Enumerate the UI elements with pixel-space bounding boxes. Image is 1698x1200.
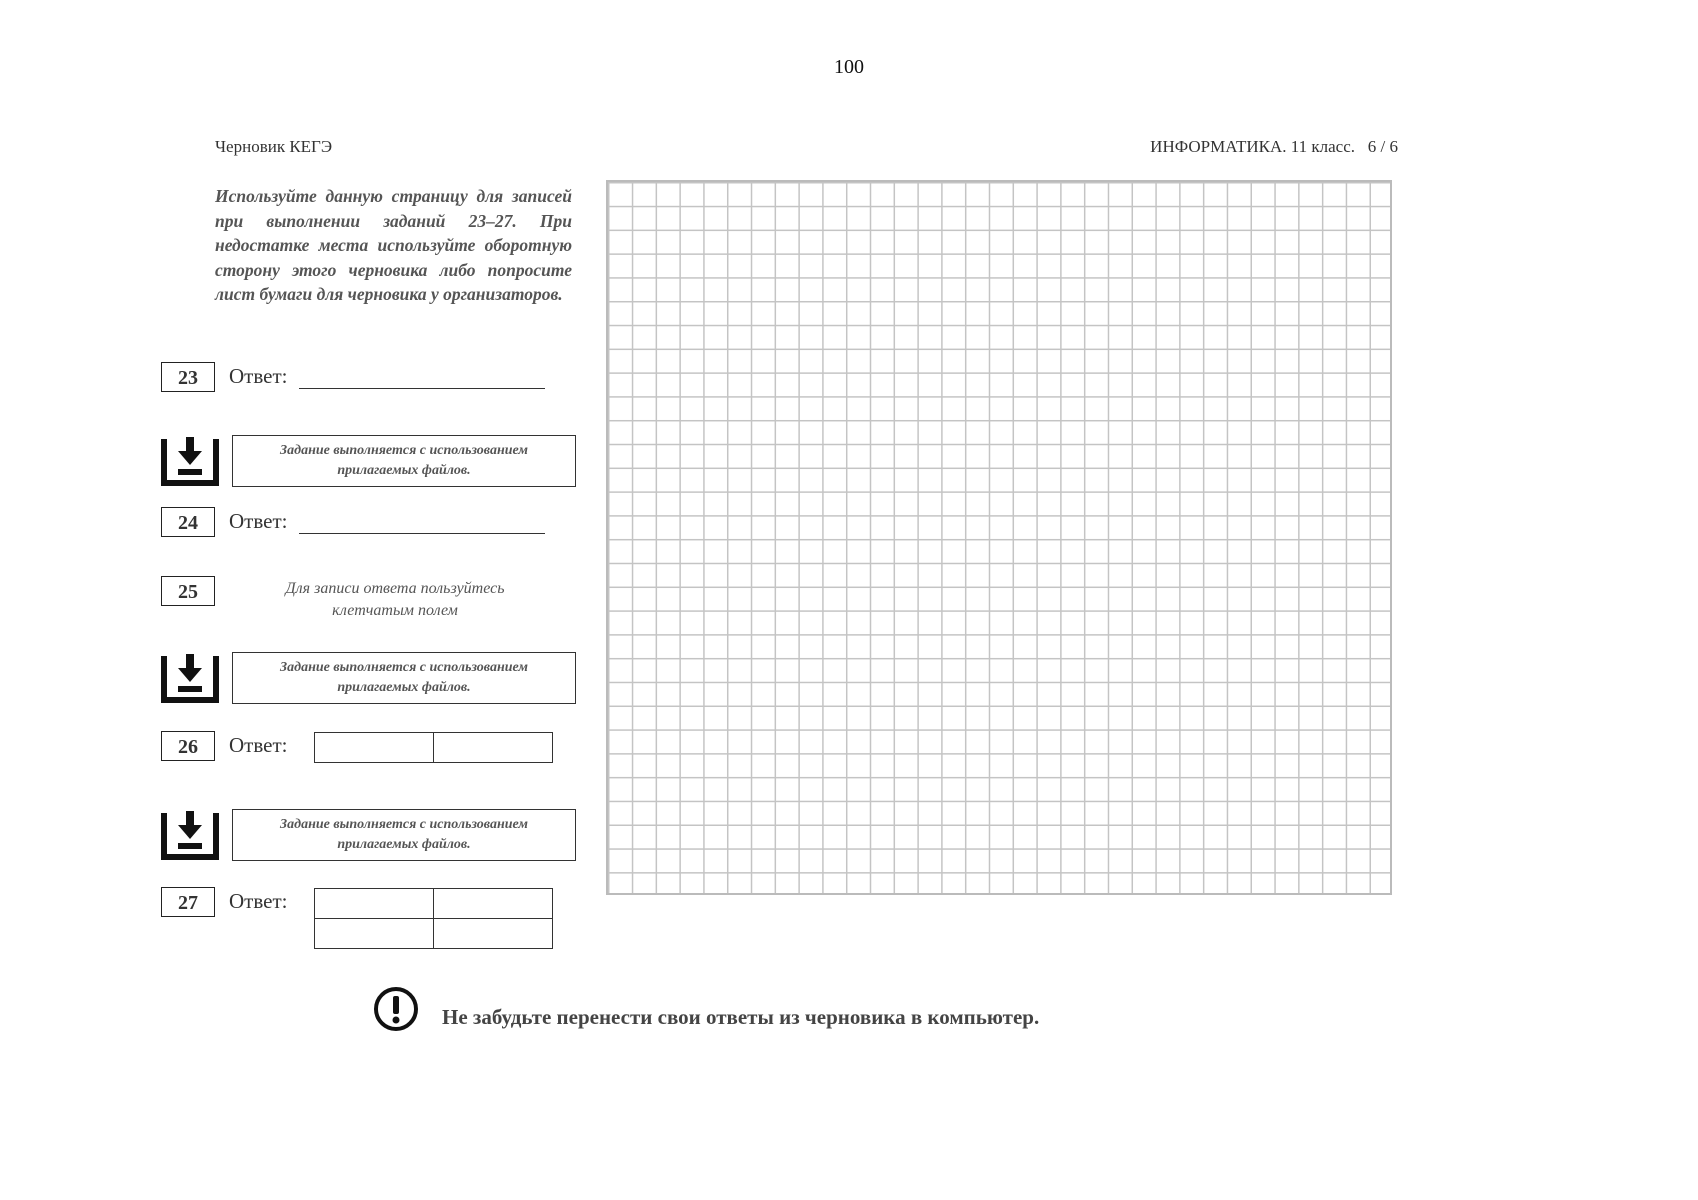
task-number-25: 25 (161, 576, 215, 606)
file-notice-3-line2: прилагаемых файлов. (337, 837, 471, 852)
answer-cell[interactable] (434, 889, 553, 919)
answer-label-27: Ответ: (229, 889, 288, 913)
answer-cell[interactable] (434, 733, 553, 763)
file-notice-1-line1: Задание выполняется с использованием (280, 443, 528, 458)
answer-label-24: Ответ: (229, 509, 288, 533)
header-right: ИНФОРМАТИКА. 11 класс. 6 / 6 (1150, 137, 1398, 156)
file-notice-1-line2: прилагаемых файлов. (337, 463, 471, 478)
download-tray-icon (160, 433, 220, 489)
header-left: Черновик КЕГЭ (215, 137, 333, 156)
download-tray-icon (160, 650, 220, 706)
file-notice-2 (232, 652, 576, 704)
task25-note-line2: клетчатым полем (332, 602, 458, 619)
file-notice-3 (232, 809, 576, 861)
file-notice-3-line1: Задание выполняется с использованием (280, 817, 528, 832)
instructions-text: Используйте данную страницу для записей при выполнении заданий 23–27. При недостатке места используйте оборотную сторону этого черновика либо попросите лист бумаги для черновика у организаторов. (215, 186, 572, 304)
download-tray-icon (160, 807, 220, 863)
task25-note (250, 578, 540, 622)
file-notice-1 (232, 435, 576, 487)
page-number: 100 (834, 56, 864, 78)
answer-cells-27 (314, 888, 553, 949)
answer-label-26: Ответ: (229, 733, 288, 757)
graph-paper-grid[interactable] (606, 180, 1392, 895)
exclamation-circle-icon (372, 985, 420, 1033)
task-number-23: 23 (161, 362, 215, 392)
answer-cells-26 (314, 732, 553, 763)
task25-note-line1: Для записи ответа пользуйтесь (285, 580, 505, 597)
answer-label-23: Ответ: (229, 364, 288, 388)
task-number-26: 26 (161, 731, 215, 761)
task-number-27: 27 (161, 887, 215, 917)
answer-cell[interactable] (315, 889, 434, 919)
answer-line-23[interactable] (299, 388, 545, 389)
answer-cell[interactable] (434, 919, 553, 949)
task-number-24: 24 (161, 507, 215, 537)
answer-line-24[interactable] (299, 533, 545, 534)
reminder-text: Не забудьте перенести свои ответы из черновика в компьютер. (442, 1005, 1040, 1029)
file-notice-2-line2: прилагаемых файлов. (337, 680, 471, 695)
answer-cell[interactable] (315, 919, 434, 949)
file-notice-2-line1: Задание выполняется с использованием (280, 660, 528, 675)
answer-cell[interactable] (315, 733, 434, 763)
